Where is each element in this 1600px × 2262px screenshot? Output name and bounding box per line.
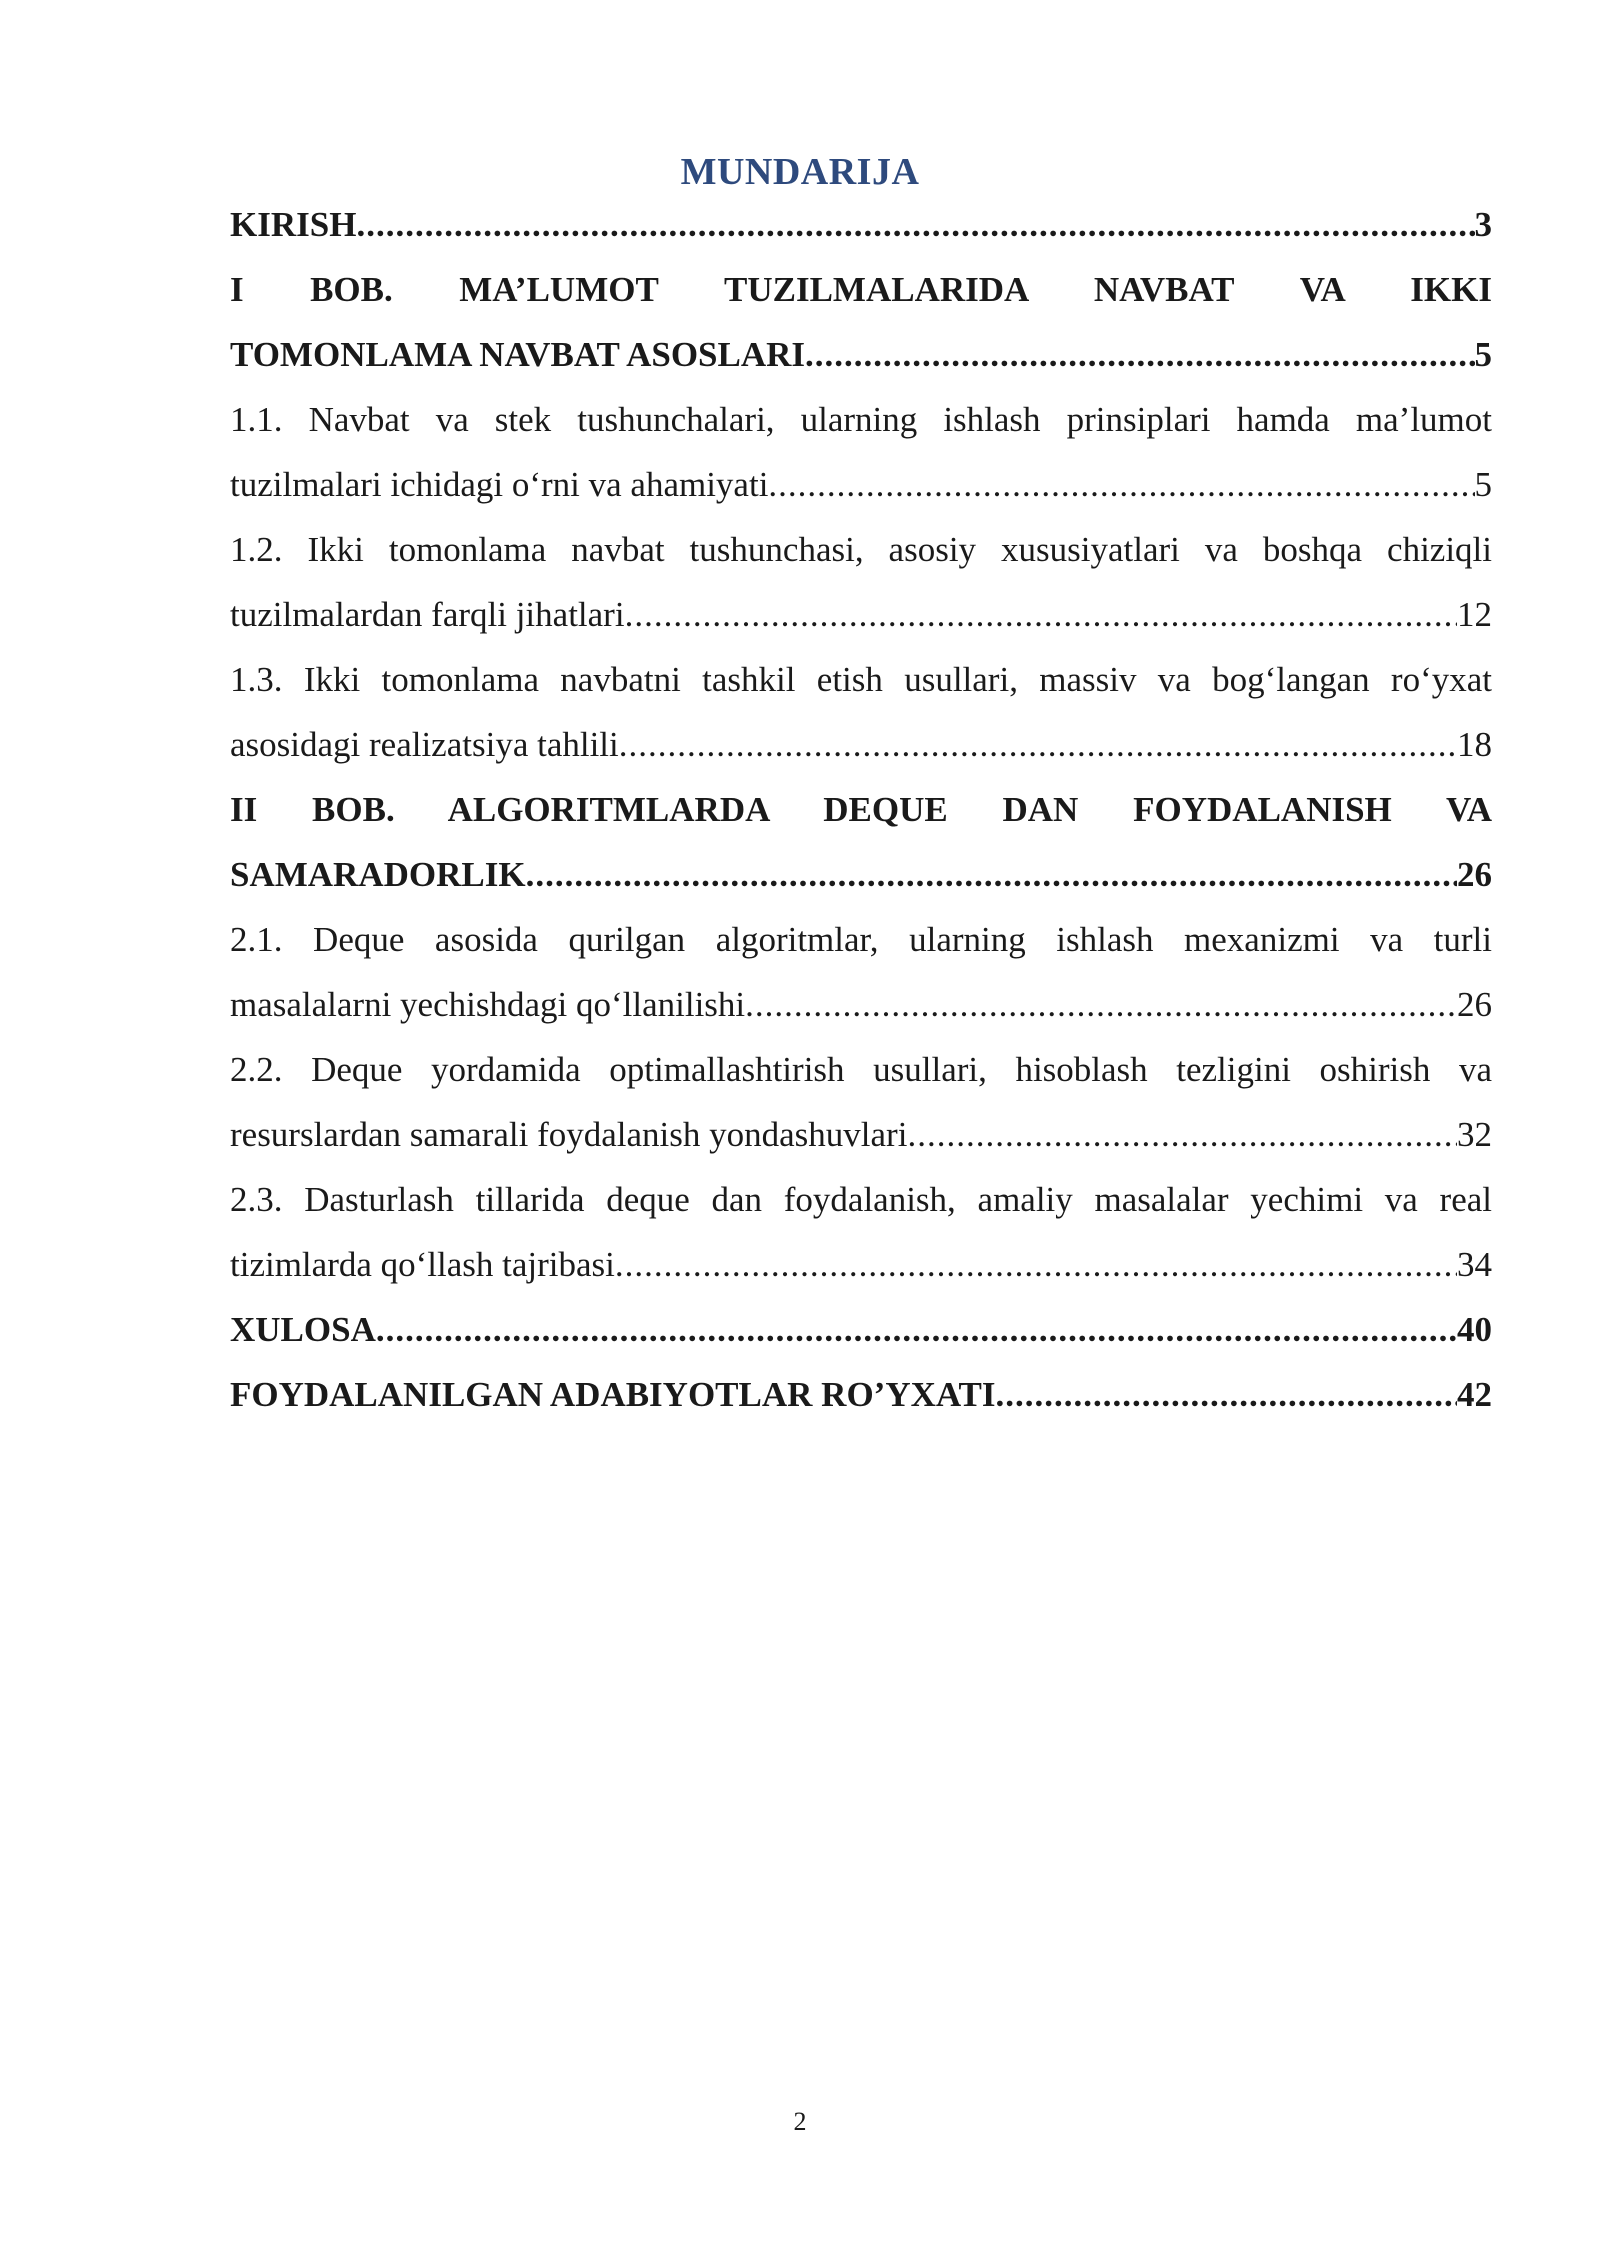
toc-entry-text: XULOSA: [230, 1310, 376, 1349]
toc-entry-text: FOYDALANILGAN ADABIYOTLAR RO’YXATI: [230, 1375, 996, 1414]
toc-entry-text: tizimlarda qo‘llash tajribasi: [230, 1245, 615, 1284]
toc-entry-text: tuzilmalardan farqli jihatlari: [230, 595, 625, 634]
dot-leader: [996, 1362, 1457, 1427]
toc-page-number: 26: [1457, 985, 1492, 1024]
toc-entry-line: 1.3. Ikki tomonlama navbatni tashkil etish usullari, massiv va bog‘langan ro‘yxat: [230, 660, 1492, 699]
toc-entry-text: masalalarni yechishdagi qo‘llanilishi: [230, 985, 746, 1024]
page-number: 2: [793, 2107, 807, 2136]
dot-leader: [745, 972, 1457, 1037]
toc-entry-xulosa[interactable]: [230, 1297, 1492, 1362]
toc-entry-chapter-2[interactable]: [230, 777, 1492, 907]
toc-entry-line: [230, 972, 1492, 1037]
toc-page-number: 34: [1457, 1245, 1492, 1284]
toc-entry-line: [230, 582, 1492, 647]
toc-page-number: 5: [1474, 465, 1492, 504]
toc-entry-line: [230, 1102, 1492, 1167]
toc-page-number: 12: [1457, 595, 1492, 634]
toc-entry-section-2-1[interactable]: [230, 907, 1492, 1037]
toc-entry-text: TOMONLAMA NAVBAT ASOSLARI: [230, 335, 806, 374]
toc-entry-line: II BOB. ALGORITMLARDA DEQUE DAN FOYDALANISH VA: [230, 790, 1492, 829]
toc-entry-section-2-3[interactable]: [230, 1167, 1492, 1297]
toc-title: MUNDARIJA: [680, 151, 920, 193]
dot-leader: [356, 192, 1474, 257]
toc-entry-line: [230, 452, 1492, 517]
toc-entry-chapter-1[interactable]: [230, 257, 1492, 387]
toc-entry-line: 1.2. Ikki tomonlama navbat tushunchasi, asosiy xususiyatlari va boshqa chiziqli: [230, 530, 1492, 569]
dot-leader: [526, 842, 1457, 907]
toc-entry-text: asosidagi realizatsiya tahlili: [230, 725, 619, 764]
toc-entry-text: resurslardan samarali foydalanish yondashuvlari: [230, 1115, 908, 1154]
toc-entry-line: [230, 1297, 1492, 1362]
toc-page-number: 5: [1474, 335, 1492, 374]
toc-entry-text: SAMARADORLIK: [230, 855, 526, 894]
dot-leader: [805, 322, 1474, 387]
toc-entry-line: 2.2. Deque yordamida optimallashtirish usullari, hisoblash tezligini oshirish va: [230, 1050, 1492, 1089]
toc-entry-line: [230, 192, 1492, 257]
dot-leader: [615, 1232, 1457, 1297]
toc-entry-kirish[interactable]: [230, 192, 1492, 257]
toc-page-number: 3: [1474, 205, 1492, 244]
toc-entry-line: [230, 712, 1492, 777]
toc-page-number: 26: [1457, 855, 1492, 894]
toc-entry-line: I BOB. MA’LUMOT TUZILMALARIDA NAVBAT VA IKKI: [230, 270, 1492, 309]
toc-entry-text: KIRISH: [230, 205, 357, 244]
dot-leader: [625, 582, 1457, 647]
toc-page-number: 32: [1457, 1115, 1492, 1154]
dot-leader: [768, 452, 1474, 517]
toc-entry-line: [230, 322, 1492, 387]
toc-entry-references[interactable]: [230, 1362, 1492, 1427]
toc-entry-text: tuzilmalari ichidagi o‘rni va ahamiyati: [230, 465, 769, 504]
table-of-contents: [230, 192, 1492, 1427]
toc-page-number: 42: [1457, 1375, 1492, 1414]
toc-entry-section-1-2[interactable]: [230, 517, 1492, 647]
toc-entry-line: [230, 1362, 1492, 1427]
dot-leader: [907, 1102, 1457, 1167]
toc-entry-section-1-1[interactable]: [230, 387, 1492, 517]
toc-entry-line: 2.3. Dasturlash tillarida deque dan foydalanish, amaliy masalalar yechimi va real: [230, 1180, 1492, 1219]
toc-page-number: 18: [1457, 725, 1492, 764]
toc-entry-line: [230, 842, 1492, 907]
toc-entry-line: 2.1. Deque asosida qurilgan algoritmlar, ularning ishlash mexanizmi va turli: [230, 920, 1492, 959]
dot-leader: [619, 712, 1457, 777]
toc-entry-line: 1.1. Navbat va stek tushunchalari, ularning ishlash prinsiplari hamda ma’lumot: [230, 400, 1492, 439]
toc-page-number: 40: [1457, 1310, 1492, 1349]
toc-entry-line: [230, 1232, 1492, 1297]
toc-entry-section-1-3[interactable]: [230, 647, 1492, 777]
dot-leader: [376, 1297, 1457, 1362]
toc-entry-section-2-2[interactable]: [230, 1037, 1492, 1167]
